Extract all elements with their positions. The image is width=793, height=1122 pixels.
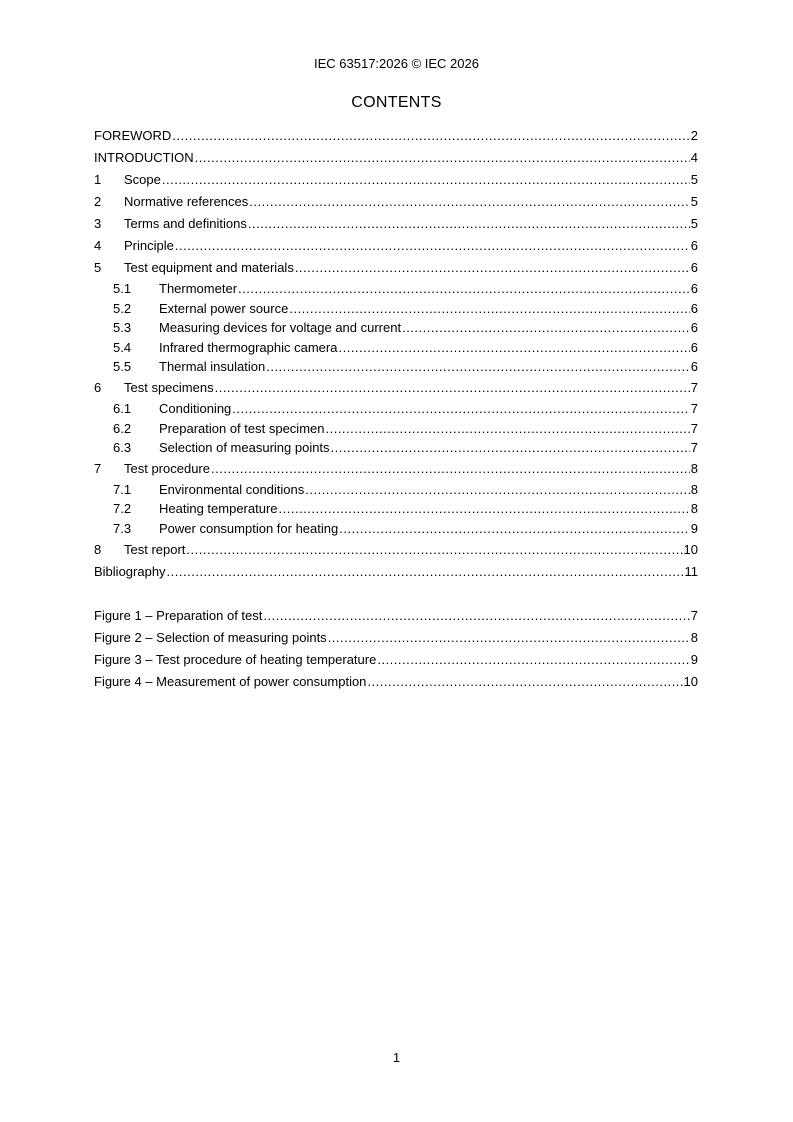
toc-entry-label: FOREWORD (94, 128, 172, 143)
toc-entry-label: Thermometer (159, 281, 238, 296)
figure-entry[interactable] (94, 649, 698, 671)
toc-entry-number: 2 (94, 194, 102, 209)
dot-leader (289, 299, 689, 319)
figure-entry[interactable] (94, 627, 698, 649)
toc-entry-label: Test procedure (124, 460, 210, 476)
toc-entry[interactable] (94, 561, 698, 583)
dot-leader (172, 125, 689, 147)
dot-leader (248, 213, 690, 235)
dot-leader (266, 357, 690, 377)
toc-entry-page: 5 (690, 194, 698, 209)
dot-leader (211, 458, 690, 480)
dot-leader (215, 377, 690, 399)
dot-leader (331, 438, 690, 458)
toc-entry-number: 5.2 (113, 300, 132, 316)
toc-entry-number: 4 (94, 238, 102, 253)
toc-entry[interactable] (94, 539, 698, 561)
toc-entry[interactable] (94, 235, 698, 257)
toc-entry-page: 5 (690, 216, 698, 231)
toc-entry[interactable] (94, 299, 698, 319)
toc-entry[interactable] (94, 519, 698, 539)
dot-leader (328, 627, 690, 649)
toc-entry-label: Preparation of test specimen (159, 420, 325, 436)
dot-leader (367, 671, 682, 693)
toc-entry-label: Terms and definitions (124, 216, 247, 231)
toc-entry-page: 7 (690, 607, 698, 623)
toc-entry-page: 6 (690, 238, 698, 253)
toc-entry[interactable] (94, 125, 698, 147)
toc-entry[interactable] (94, 399, 698, 419)
toc-entry[interactable] (94, 480, 698, 500)
toc-entry[interactable] (94, 438, 698, 458)
toc-entry-number: 1 (94, 172, 102, 187)
dot-leader (195, 147, 690, 169)
toc-entry-label: Scope (124, 172, 161, 187)
toc-entry-page: 10 (683, 541, 698, 557)
dot-leader (339, 519, 690, 539)
toc-entry-label: Bibliography (94, 563, 166, 579)
figure-entry[interactable] (94, 671, 698, 693)
toc-entry-label: Environmental conditions (159, 481, 305, 497)
toc-entry-page: 6 (690, 281, 698, 296)
toc-entry-label: Test report (124, 541, 186, 557)
toc-entry[interactable] (94, 318, 698, 338)
toc-entry[interactable] (94, 357, 698, 377)
toc-entry-label: Principle (124, 238, 174, 253)
dot-leader (295, 257, 690, 279)
toc-entry-number: 7.2 (113, 501, 132, 517)
dot-leader (402, 318, 690, 338)
toc-entry-page: 5 (690, 172, 698, 187)
toc-entry-label: Test specimens (124, 379, 214, 395)
toc-entry-page: 8 (690, 460, 698, 476)
toc-entry[interactable] (94, 191, 698, 213)
table-of-contents (94, 125, 698, 693)
toc-entry[interactable] (94, 419, 698, 439)
toc-entry[interactable] (94, 169, 698, 191)
toc-entry-label: Thermal insulation (159, 359, 266, 375)
toc-entry[interactable] (94, 458, 698, 480)
toc-entry-number: 6.1 (113, 400, 132, 416)
dot-leader (249, 191, 689, 213)
figure-list (94, 605, 698, 693)
dot-leader (186, 539, 682, 561)
toc-entry-label: Conditioning (159, 400, 232, 416)
toc-entry-label: Figure 3 – Test procedure of heating temperature (94, 651, 377, 667)
toc-entry-label: Infrared thermographic camera (159, 339, 338, 355)
toc-entry-number: 6 (94, 379, 102, 395)
toc-entry-label: Selection of measuring points (159, 440, 330, 456)
toc-entry-label: Power consumption for heating (159, 520, 339, 536)
toc-entry-page: 10 (683, 673, 698, 689)
toc-entry-label: Heating temperature (159, 501, 278, 517)
dot-leader (238, 279, 690, 299)
page-number: 1 (392, 1050, 401, 1065)
toc-entry-number: 8 (94, 541, 102, 557)
toc-entry-label: Test equipment and materials (124, 260, 294, 275)
page-header: IEC 63517:2026 © IEC 2026 (314, 56, 479, 71)
toc-entry-label: Figure 1 – Preparation of test (94, 607, 263, 623)
toc-entry-page: 7 (690, 440, 698, 456)
toc-entry-page: 7 (690, 400, 698, 416)
dot-leader (167, 561, 684, 583)
toc-entry-page: 8 (690, 629, 698, 645)
dot-leader (175, 235, 690, 257)
toc-entry-page: 11 (684, 563, 698, 579)
toc-entry-number: 6.3 (113, 440, 132, 456)
toc-entry-number: 7 (94, 460, 102, 476)
toc-entry-number: 5.5 (113, 359, 132, 375)
toc-entry-number: 3 (94, 216, 102, 231)
toc-entry[interactable] (94, 257, 698, 279)
toc-entry-number: 5 (94, 260, 102, 275)
toc-entry-number: 6.2 (113, 420, 132, 436)
figure-entry[interactable] (94, 605, 698, 627)
toc-gap (94, 583, 698, 605)
toc-entry-label: Measuring devices for voltage and current (159, 320, 402, 336)
toc-entry-page: 8 (690, 481, 698, 497)
toc-entry-label: Figure 2 – Selection of measuring points (94, 629, 327, 645)
toc-entry[interactable] (94, 338, 698, 358)
toc-entry-page: 9 (690, 520, 698, 536)
toc-entry-page: 6 (690, 260, 698, 275)
toc-entry-label: Figure 4 – Measurement of power consumption (94, 673, 367, 689)
dot-leader (338, 338, 689, 358)
toc-entry-label: Normative references (124, 194, 249, 209)
toc-entry[interactable] (94, 213, 698, 235)
toc-entry-page: 6 (690, 359, 698, 375)
toc-entry-label: External power source (159, 300, 289, 316)
contents-title: CONTENTS (351, 94, 442, 111)
dot-leader (279, 499, 690, 519)
dot-leader (377, 649, 689, 671)
dot-leader (305, 480, 690, 500)
toc-entry-number: 7.1 (113, 481, 132, 497)
toc-entry-page: 6 (690, 320, 698, 336)
dot-leader (232, 399, 689, 419)
toc-entry-page: 2 (690, 128, 698, 143)
toc-entry-page: 4 (690, 150, 698, 165)
toc-entry[interactable] (94, 279, 698, 299)
toc-entry-page: 7 (690, 379, 698, 395)
toc-entry-number: 5.1 (113, 281, 132, 296)
toc-entry-page: 7 (690, 420, 698, 436)
dot-leader (325, 419, 689, 439)
toc-entry-page: 8 (690, 501, 698, 517)
toc-entry-label: INTRODUCTION (94, 150, 194, 165)
dot-leader (162, 169, 690, 191)
dot-leader (263, 605, 689, 627)
toc-entry-page: 9 (690, 651, 698, 667)
toc-list (94, 125, 698, 583)
toc-entry-page: 6 (690, 300, 698, 316)
toc-entry[interactable] (94, 377, 698, 399)
toc-entry-page: 6 (690, 339, 698, 355)
toc-entry[interactable] (94, 147, 698, 169)
toc-entry-number: 5.4 (113, 339, 132, 355)
toc-entry[interactable] (94, 499, 698, 519)
toc-entry-number: 7.3 (113, 520, 132, 536)
toc-entry-number: 5.3 (113, 320, 132, 336)
